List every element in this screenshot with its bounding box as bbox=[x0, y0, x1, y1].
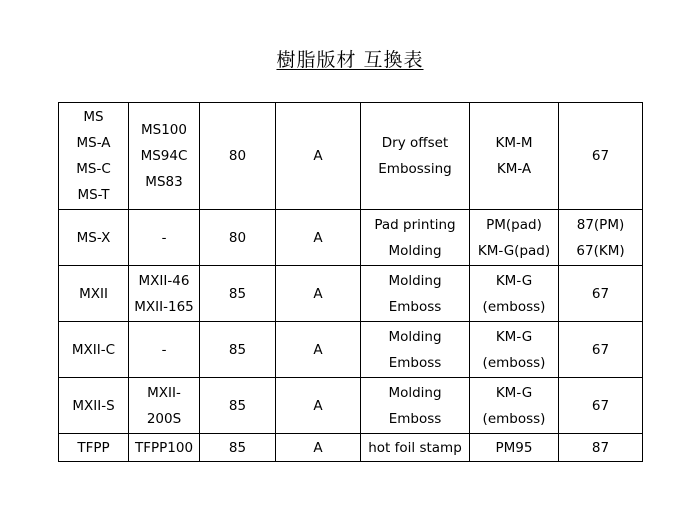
cell-text-line: MXII-S bbox=[72, 397, 115, 414]
cell-text-line: MXII-165 bbox=[134, 298, 194, 315]
table-cell bbox=[129, 434, 200, 462]
cell-text-line: MS-T bbox=[77, 187, 110, 203]
cell-text-line: Emboss bbox=[388, 354, 442, 371]
table-cell bbox=[59, 378, 129, 434]
cell-text-line: 85 bbox=[228, 285, 247, 302]
cell-text-line: Emboss bbox=[388, 410, 442, 427]
table-cell bbox=[129, 210, 200, 266]
table-cell bbox=[276, 434, 361, 462]
cell-text-line: Molding bbox=[388, 242, 442, 259]
table-row bbox=[59, 266, 643, 322]
cell-text-line: A bbox=[313, 439, 323, 456]
table-cell bbox=[200, 378, 276, 434]
cell-text-line: PM(pad) bbox=[486, 216, 542, 233]
cell-text-line: (emboss) bbox=[482, 354, 546, 371]
table-cell bbox=[559, 103, 643, 210]
table-cell bbox=[361, 103, 470, 210]
cell-text-line: 67(KM) bbox=[576, 242, 625, 259]
cell-text-line: Dry offset bbox=[381, 135, 449, 151]
document-title-text: 樹脂版材 互換表 bbox=[276, 49, 424, 71]
table-cell bbox=[59, 103, 129, 210]
table-row bbox=[59, 322, 643, 378]
table-cell bbox=[470, 210, 559, 266]
cell-text-line: 85 bbox=[228, 397, 247, 414]
cell-text-line: 85 bbox=[228, 439, 247, 456]
table-row bbox=[59, 103, 643, 210]
table-cell bbox=[470, 322, 559, 378]
table-cell bbox=[129, 378, 200, 434]
table-cell bbox=[361, 434, 470, 462]
cell-text-line: 200S bbox=[146, 410, 182, 427]
table-cell bbox=[361, 210, 470, 266]
table-cell bbox=[200, 434, 276, 462]
cell-text-line: KM-G bbox=[495, 384, 533, 401]
cell-text-line: MXII bbox=[79, 285, 108, 302]
cell-text-line: MS bbox=[83, 109, 104, 125]
cell-text-line: TFPP bbox=[77, 439, 110, 456]
cell-text-line: Pad printing bbox=[374, 216, 456, 233]
table-cell bbox=[59, 322, 129, 378]
table-cell bbox=[200, 103, 276, 210]
cell-text-line: A bbox=[313, 397, 323, 414]
cell-text-line: 67 bbox=[591, 285, 610, 302]
table-cell bbox=[59, 210, 129, 266]
cell-text-line: KM-G bbox=[495, 272, 533, 289]
cell-text-line: MXII-46 bbox=[138, 272, 190, 289]
cell-text-line: Molding bbox=[388, 384, 442, 401]
table-cell bbox=[470, 103, 559, 210]
cell-text-line: - bbox=[161, 229, 167, 246]
table-row bbox=[59, 210, 643, 266]
cell-text-line: Molding bbox=[388, 272, 442, 289]
cell-text-line: KM-G bbox=[495, 328, 533, 345]
cell-text-line: 85 bbox=[228, 341, 247, 358]
table-cell bbox=[129, 266, 200, 322]
cell-text-line: (emboss) bbox=[482, 410, 546, 427]
table-cell bbox=[470, 434, 559, 462]
table-cell bbox=[59, 266, 129, 322]
cell-text-line: MXII-C bbox=[71, 341, 116, 358]
cell-text-line: MS-A bbox=[76, 135, 111, 151]
cell-text-line: A bbox=[313, 285, 323, 302]
cell-text-line: MXII- bbox=[147, 384, 181, 401]
cell-text-line: MS-C bbox=[76, 161, 111, 177]
table-cell bbox=[559, 322, 643, 378]
table-cell bbox=[276, 378, 361, 434]
cell-text-line: - bbox=[161, 341, 167, 358]
compatibility-table bbox=[58, 102, 643, 462]
table-cell bbox=[559, 434, 643, 462]
cell-text-line: (emboss) bbox=[482, 298, 546, 315]
table-cell bbox=[200, 322, 276, 378]
table-cell bbox=[470, 266, 559, 322]
table-cell bbox=[276, 266, 361, 322]
cell-text-line: A bbox=[313, 148, 323, 164]
table-cell bbox=[200, 210, 276, 266]
cell-text-line: KM-G(pad) bbox=[477, 242, 551, 259]
cell-text-line: KM-M bbox=[495, 135, 533, 151]
cell-text-line: 87 bbox=[591, 439, 610, 456]
cell-text-line: Emboss bbox=[388, 298, 442, 315]
cell-text-line: PM95 bbox=[495, 439, 533, 456]
table-cell bbox=[361, 322, 470, 378]
table-cell bbox=[276, 210, 361, 266]
cell-text-line: 87(PM) bbox=[576, 216, 625, 233]
table-cell bbox=[559, 378, 643, 434]
cell-text-line: Molding bbox=[388, 328, 442, 345]
cell-text-line: MS83 bbox=[145, 174, 183, 190]
cell-text-line: MS94C bbox=[140, 148, 188, 164]
table-cell bbox=[361, 266, 470, 322]
cell-text-line: A bbox=[313, 341, 323, 358]
table-cell bbox=[129, 322, 200, 378]
table-cell bbox=[276, 322, 361, 378]
table-row bbox=[59, 378, 643, 434]
cell-text-line: 80 bbox=[228, 148, 247, 164]
cell-text-line: A bbox=[313, 229, 323, 246]
cell-text-line: MS-X bbox=[76, 229, 111, 246]
document-title bbox=[0, 46, 700, 74]
cell-text-line: 80 bbox=[228, 229, 247, 246]
cell-text-line: TFPP100 bbox=[134, 439, 194, 456]
cell-text-line: Embossing bbox=[378, 161, 452, 177]
table-cell bbox=[200, 266, 276, 322]
table-cell bbox=[59, 434, 129, 462]
cell-text-line: hot foil stamp bbox=[368, 439, 462, 456]
cell-text-line: 67 bbox=[591, 148, 610, 164]
cell-text-line: 67 bbox=[591, 397, 610, 414]
cell-text-line: 67 bbox=[591, 341, 610, 358]
table-cell bbox=[361, 378, 470, 434]
table-cell bbox=[129, 103, 200, 210]
cell-text-line: MS100 bbox=[141, 122, 187, 138]
table-cell bbox=[276, 103, 361, 210]
table-cell bbox=[559, 210, 643, 266]
table-cell bbox=[470, 378, 559, 434]
table-cell bbox=[559, 266, 643, 322]
cell-text-line: KM-A bbox=[496, 161, 532, 177]
table-row bbox=[59, 434, 643, 462]
